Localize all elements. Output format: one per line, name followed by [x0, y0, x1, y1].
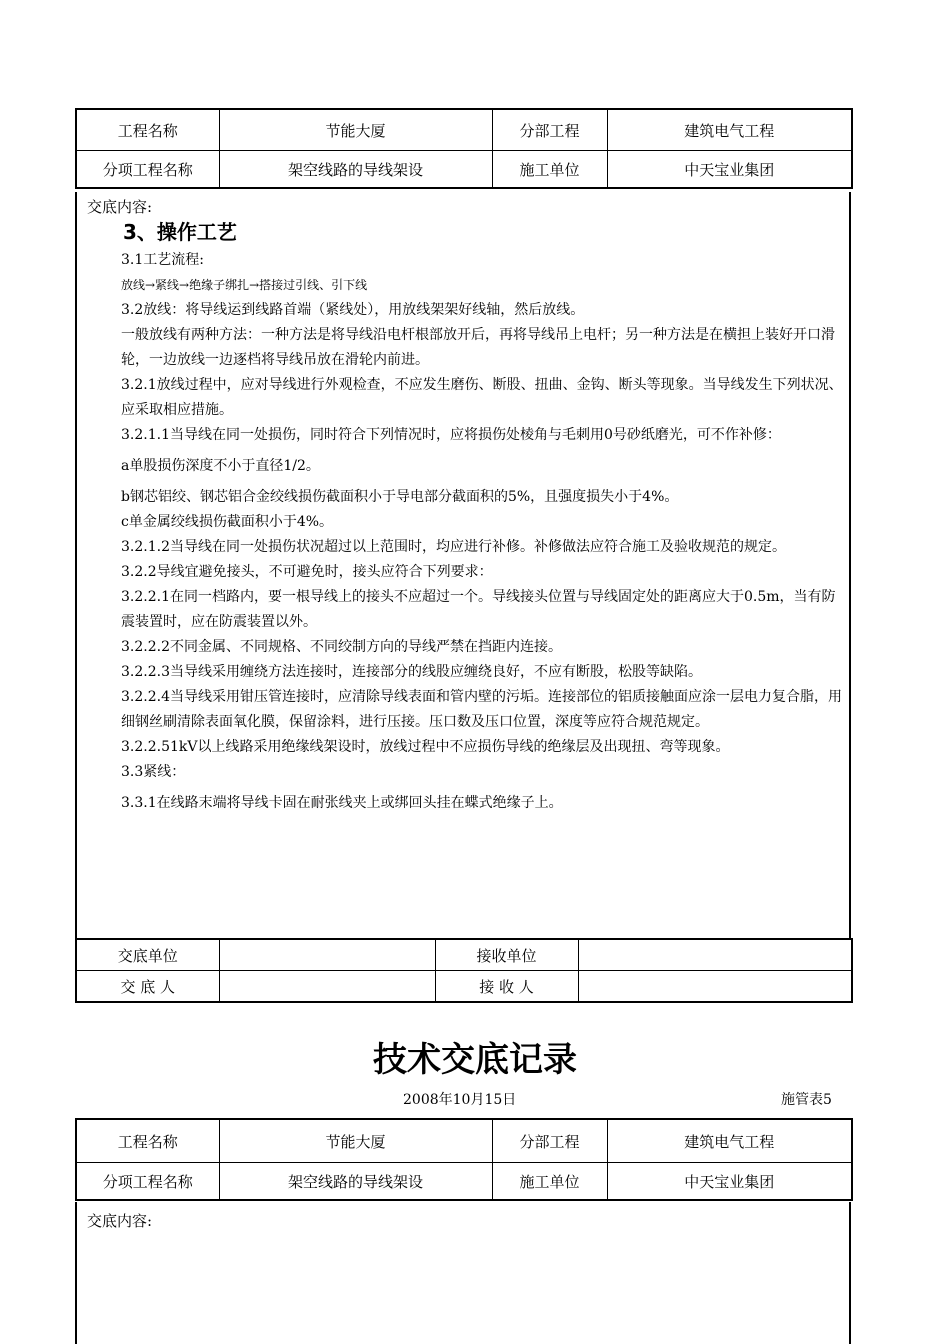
division-value: 建筑电气工程 [607, 1119, 852, 1163]
paragraph: 3.2.2.3当导线采用缠绕方法连接时，连接部分的线股应缠绕良好，不应有断股，松股等缺陷。 [121, 664, 702, 680]
paragraph: 3.3紧线： [121, 764, 186, 780]
division-value: 建筑电气工程 [607, 109, 852, 151]
paragraph: 放线→紧线→绝缘子绑扎→搭接过引线、引下线 [121, 278, 368, 292]
content-section [75, 192, 851, 938]
record-title: 技术交底记录 [373, 1040, 577, 1080]
project-name-label: 工程名称 [76, 1119, 219, 1163]
form-number: 施管表5 [781, 1092, 832, 1108]
issuer-unit-field [219, 939, 435, 971]
project-name-value: 节能大厦 [219, 109, 492, 151]
contractor-value: 中天宝业集团 [607, 151, 852, 189]
issuer-unit-label: 交底单位 [76, 939, 219, 971]
paragraph: 3.3.1在线路末端将导线卡固在耐张线夹上或绑回头挂在蝶式绝缘子上。 [121, 795, 563, 811]
subitem-label: 分项工程名称 [76, 1163, 219, 1201]
paragraph: 3.2.2.1在同一档路内，要一根导线上的接头不应超过一个。导线接头位置与导线固定处的距离应大于0.5m，当有防震装置时，应在防震装置以外。 [121, 589, 836, 630]
receiver-field [578, 971, 852, 1003]
content-label: 交底内容: [87, 198, 153, 216]
paragraph: c单金属绞线损伤截面积小于4%。 [121, 514, 334, 530]
record-date: 2008年10月15日 [403, 1092, 517, 1108]
header-table-2 [75, 1118, 853, 1201]
division-label: 分部工程 [492, 109, 607, 151]
paragraph: 3.2放线：将导线运到线路首端（紧线处），用放线架架好线轴，然后放线。 [121, 302, 585, 318]
paragraph: 3.2.2.4当导线采用钳压管连接时，应清除导线表面和管内壁的污垢。连接部位的铝质接触面应涂一层电力复合脂，用细钢丝刷清除表面氧化膜，保留涂料，进行压接。压口数及压口位置，深度等应符合规范规定。 [121, 689, 842, 730]
paragraph: a单股损伤深度不小于直径1/2。 [121, 458, 320, 474]
project-name-label: 工程名称 [76, 109, 219, 151]
project-name-value: 节能大厦 [219, 1119, 492, 1163]
receiver-unit-label: 接收单位 [435, 939, 578, 971]
division-label: 分部工程 [492, 1119, 607, 1163]
paragraph: 3.2.2导线宜避免接头，不可避免时，接头应符合下列要求： [121, 564, 493, 580]
subitem-value: 架空线路的导线架设 [219, 151, 492, 189]
paragraph: 3.2.1放线过程中，应对导线进行外观检查，不应发生磨伤、断股、扭曲、金钩、断头等现象。当导线发生下列状况、应采取相应措施。 [121, 377, 843, 418]
issuer-label: 交 底 人 [76, 971, 219, 1003]
paragraph: 3.2.1.1当导线在同一处损伤，同时符合下列情况时，应将损伤处棱角与毛刺用0号砂纸磨光，可不作补修： [121, 427, 781, 443]
content-label: 交底内容: [87, 1212, 153, 1230]
signature-table [75, 938, 853, 1003]
subitem-value: 架空线路的导线架设 [219, 1163, 492, 1201]
content-section-2 [75, 1202, 851, 1344]
contractor-value: 中天宝业集团 [607, 1163, 852, 1201]
paragraph: 一般放线有两种方法：一种方法是将导线沿电杆根部放开后，再将导线吊上电杆；另一种方法是在横担上装好开口滑轮，一边放线一边逐档将导线吊放在滑轮内前进。 [121, 327, 835, 368]
content-body [121, 248, 847, 816]
paragraph: 3.2.2.51kV以上线路采用绝缘线架设时，放线过程中不应损伤导线的绝缘层及出现扭、弯等现象。 [121, 739, 730, 755]
paragraph: b钢芯铝绞、钢芯铝合金绞线损伤截面积小于导电部分截面积的5%，且强度损失小于4%。 [121, 489, 679, 505]
paragraph: 3.2.1.2当导线在同一处损伤状况超过以上范围时，均应进行补修。补修做法应符合施工及验收规范的规定。 [121, 539, 786, 555]
issuer-field [219, 971, 435, 1003]
section-heading: 3、操作工艺 [123, 220, 237, 244]
subitem-label: 分项工程名称 [76, 151, 219, 189]
paragraph: 3.2.2.2不同金属、不同规格、不同绞制方向的导线严禁在挡距内连接。 [121, 639, 562, 655]
paragraph: 3.1工艺流程: [121, 252, 204, 268]
header-table [75, 108, 853, 189]
receiver-unit-field [578, 939, 852, 971]
contractor-label: 施工单位 [492, 151, 607, 189]
contractor-label: 施工单位 [492, 1163, 607, 1201]
receiver-label: 接 收 人 [435, 971, 578, 1003]
